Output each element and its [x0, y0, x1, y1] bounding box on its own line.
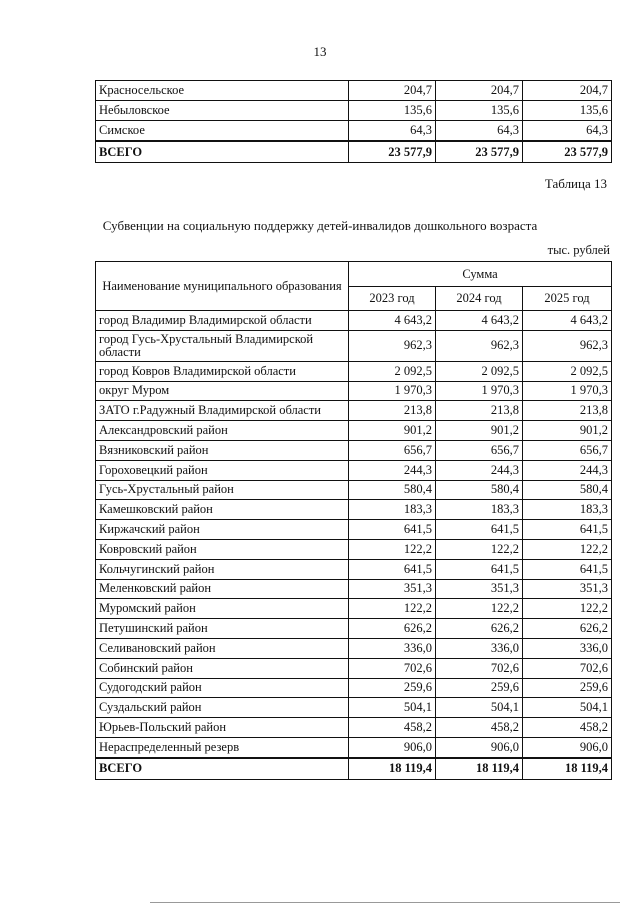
footer-rule [150, 902, 620, 903]
total-2023: 23 577,9 [349, 141, 436, 163]
total-2025: 18 119,4 [523, 758, 612, 780]
table-row [96, 520, 612, 540]
value-2024: 626,2 [436, 619, 523, 639]
table-row [96, 539, 612, 559]
previous-table-continuation [95, 80, 612, 163]
table-row [96, 638, 612, 658]
value-2025: 4 643,2 [523, 311, 612, 331]
total-2024: 23 577,9 [436, 141, 523, 163]
value-2023: 626,2 [349, 619, 436, 639]
value-2025: 244,3 [523, 460, 612, 480]
total-row [96, 758, 612, 780]
total-label: ВСЕГО [96, 141, 349, 163]
value-2024: 702,6 [436, 658, 523, 678]
table-title: Субвенции на социальную поддержку детей-инвалидов дошкольного возраста [102, 218, 538, 233]
row-name: Гороховецкий район [96, 460, 349, 480]
value-2023: 244,3 [349, 460, 436, 480]
value-2023: 183,3 [349, 500, 436, 520]
row-name: город Ковров Владимирской области [96, 361, 349, 381]
table-row [96, 311, 612, 331]
value-2025: 351,3 [523, 579, 612, 599]
value-2024: 64,3 [436, 121, 523, 142]
header-sum: Сумма [349, 262, 612, 287]
value-2025: 336,0 [523, 638, 612, 658]
row-name: Меленковский район [96, 579, 349, 599]
table-row [96, 599, 612, 619]
value-2023: 458,2 [349, 718, 436, 738]
value-2025: 213,8 [523, 401, 612, 421]
page-number: 13 [313, 44, 327, 59]
row-name: Вязниковский район [96, 440, 349, 460]
row-name: Судогодский район [96, 678, 349, 698]
prev-table-body [96, 81, 612, 163]
table-row [96, 579, 612, 599]
value-2025: 641,5 [523, 520, 612, 540]
value-2025: 204,7 [523, 81, 612, 101]
value-2023: 906,0 [349, 737, 436, 757]
header-year-2025: 2025 год [523, 287, 612, 311]
value-2024: 336,0 [436, 638, 523, 658]
value-2025: 122,2 [523, 599, 612, 619]
row-name: Муромский район [96, 599, 349, 619]
table-row [96, 480, 612, 500]
row-name: Суздальский район [96, 698, 349, 718]
value-2025: 656,7 [523, 440, 612, 460]
value-2024: 183,3 [436, 500, 523, 520]
row-name: город Гусь-Хрустальный Владимирской области [96, 330, 349, 361]
header-year-2023: 2023 год [349, 287, 436, 311]
total-row [96, 141, 612, 163]
value-2024: 4 643,2 [436, 311, 523, 331]
table-row [96, 101, 612, 121]
value-2024: 504,1 [436, 698, 523, 718]
table-row [96, 361, 612, 381]
value-2023: 336,0 [349, 638, 436, 658]
value-2023: 351,3 [349, 579, 436, 599]
value-2023: 64,3 [349, 121, 436, 142]
value-2025: 504,1 [523, 698, 612, 718]
table-row [96, 619, 612, 639]
unit-label: тыс. рублей [547, 243, 610, 257]
total-2023: 18 119,4 [349, 758, 436, 780]
value-2024: 122,2 [436, 599, 523, 619]
row-name: Кольчугинский район [96, 559, 349, 579]
value-2024: 458,2 [436, 718, 523, 738]
row-name: Собинский район [96, 658, 349, 678]
table-row [96, 381, 612, 401]
value-2025: 626,2 [523, 619, 612, 639]
value-2025: 702,6 [523, 658, 612, 678]
table-row [96, 330, 612, 361]
value-2023: 656,7 [349, 440, 436, 460]
table-label: Таблица 13 [544, 176, 607, 191]
total-label: ВСЕГО [96, 758, 349, 780]
value-2023: 213,8 [349, 401, 436, 421]
table-row [96, 698, 612, 718]
row-name: округ Муром [96, 381, 349, 401]
row-name: Селивановский район [96, 638, 349, 658]
value-2023: 204,7 [349, 81, 436, 101]
row-name: Петушинский район [96, 619, 349, 639]
value-2025: 962,3 [523, 330, 612, 361]
value-2024: 204,7 [436, 81, 523, 101]
table-header [96, 262, 612, 311]
value-2023: 4 643,2 [349, 311, 436, 331]
row-name: Александровский район [96, 421, 349, 441]
value-2025: 901,2 [523, 421, 612, 441]
value-2025: 458,2 [523, 718, 612, 738]
value-2023: 1 970,3 [349, 381, 436, 401]
value-2023: 641,5 [349, 520, 436, 540]
value-2025: 641,5 [523, 559, 612, 579]
value-2024: 2 092,5 [436, 361, 523, 381]
value-2024: 962,3 [436, 330, 523, 361]
value-2025: 135,6 [523, 101, 612, 121]
value-2024: 244,3 [436, 460, 523, 480]
row-name: Гусь-Хрустальный район [96, 480, 349, 500]
value-2025: 1 970,3 [523, 381, 612, 401]
table-row [96, 440, 612, 460]
value-2024: 122,2 [436, 539, 523, 559]
value-2024: 580,4 [436, 480, 523, 500]
table-row [96, 559, 612, 579]
row-name: Киржачский район [96, 520, 349, 540]
value-2024: 259,6 [436, 678, 523, 698]
table-row [96, 121, 612, 142]
value-2024: 901,2 [436, 421, 523, 441]
value-2023: 122,2 [349, 599, 436, 619]
table-row [96, 421, 612, 441]
subsidy-table [95, 261, 612, 780]
header-year-2024: 2024 год [436, 287, 523, 311]
row-name: Камешковский район [96, 500, 349, 520]
table-row [96, 718, 612, 738]
value-2025: 64,3 [523, 121, 612, 142]
value-2023: 259,6 [349, 678, 436, 698]
value-2025: 259,6 [523, 678, 612, 698]
table-row [96, 737, 612, 757]
value-2023: 901,2 [349, 421, 436, 441]
value-2025: 906,0 [523, 737, 612, 757]
value-2025: 122,2 [523, 539, 612, 559]
header-row [96, 262, 612, 287]
row-name: Ковровский район [96, 539, 349, 559]
value-2024: 641,5 [436, 559, 523, 579]
subsidy-table-body [96, 311, 612, 780]
row-name: город Владимир Владимирской области [96, 311, 349, 331]
value-2023: 135,6 [349, 101, 436, 121]
row-name: Небыловское [96, 101, 349, 121]
value-2023: 641,5 [349, 559, 436, 579]
table-row [96, 401, 612, 421]
table-row [96, 658, 612, 678]
value-2025: 2 092,5 [523, 361, 612, 381]
row-name: ЗАТО г.Радужный Владимирской области [96, 401, 349, 421]
total-2024: 18 119,4 [436, 758, 523, 780]
row-name: Красносельское [96, 81, 349, 101]
value-2023: 504,1 [349, 698, 436, 718]
table-row [96, 500, 612, 520]
table-row [96, 81, 612, 101]
value-2024: 1 970,3 [436, 381, 523, 401]
value-2025: 183,3 [523, 500, 612, 520]
value-2023: 580,4 [349, 480, 436, 500]
value-2023: 702,6 [349, 658, 436, 678]
header-name-column: Наименование муниципального образования [96, 262, 349, 311]
value-2023: 962,3 [349, 330, 436, 361]
value-2023: 2 092,5 [349, 361, 436, 381]
table-row [96, 460, 612, 480]
value-2024: 135,6 [436, 101, 523, 121]
value-2025: 580,4 [523, 480, 612, 500]
value-2024: 906,0 [436, 737, 523, 757]
value-2024: 641,5 [436, 520, 523, 540]
row-name: Симское [96, 121, 349, 142]
table-row [96, 678, 612, 698]
row-name: Нераспределенный резерв [96, 737, 349, 757]
total-2025: 23 577,9 [523, 141, 612, 163]
value-2023: 122,2 [349, 539, 436, 559]
value-2024: 656,7 [436, 440, 523, 460]
value-2024: 213,8 [436, 401, 523, 421]
value-2024: 351,3 [436, 579, 523, 599]
row-name: Юрьев-Польский район [96, 718, 349, 738]
